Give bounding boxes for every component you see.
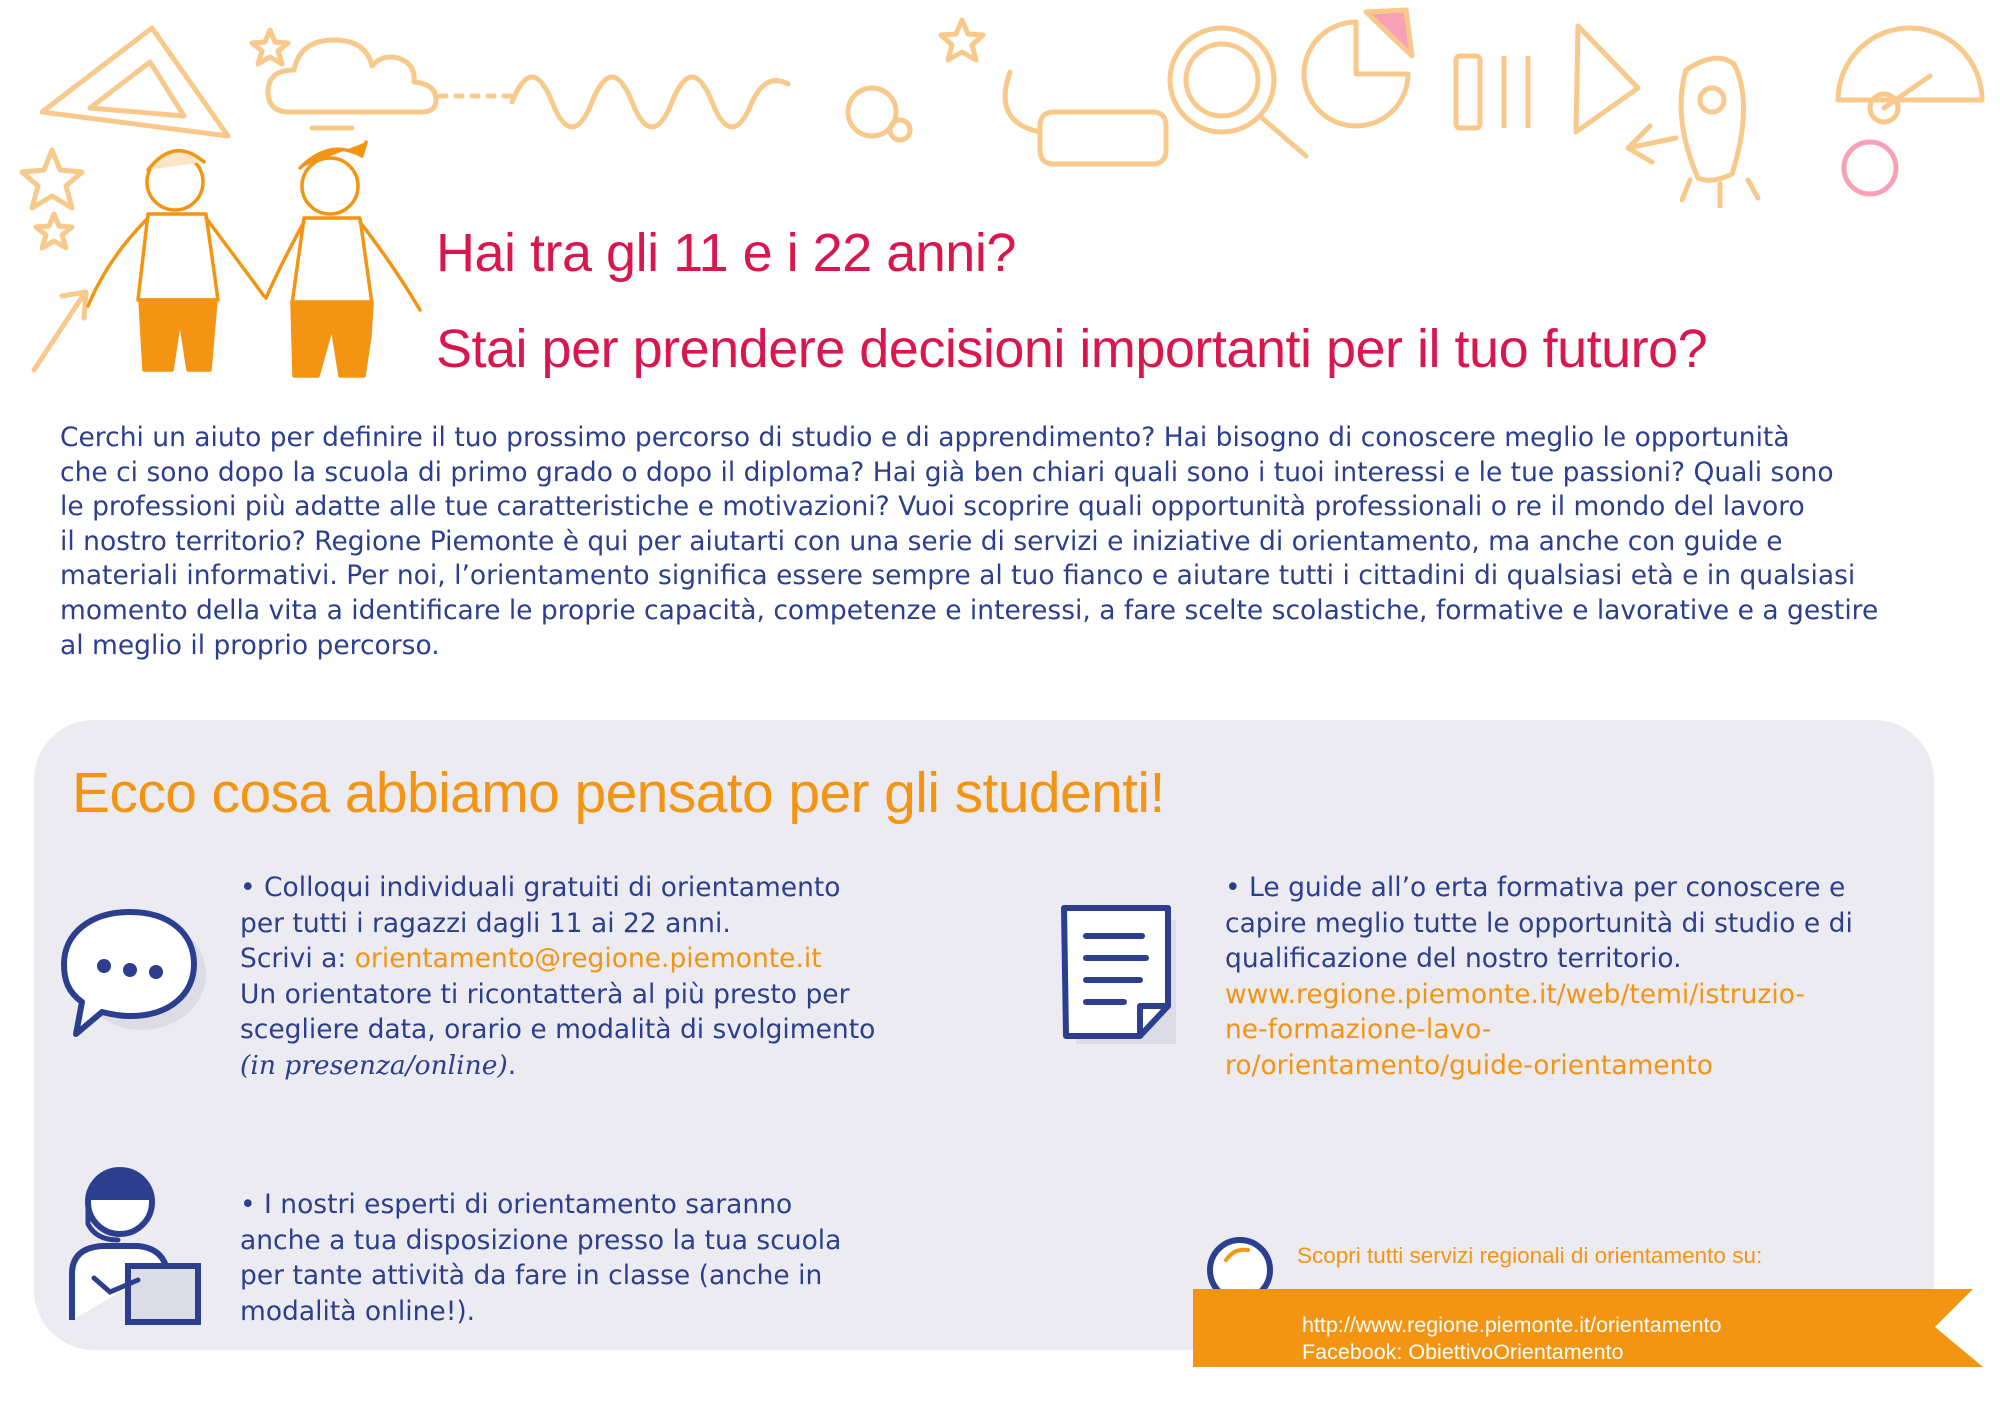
card3-line: modalità online!). [240,1295,476,1327]
arrow-icon [1628,126,1676,162]
speech-bubble-icon [60,900,210,1040]
cta-links [1302,1312,1721,1366]
headline-line1: Hai tra gli 11 e i 22 anni? [436,223,1016,283]
card2-line: qualificazione del nostro territorio. [1225,943,1682,974]
card1-mode-line [240,1048,875,1084]
triangle-ruler-icon [42,28,228,136]
document-icon [1050,898,1190,1058]
headline-line2: Stai per prendere decisioni importanti per il tuo futuro? [436,319,1708,379]
intro-paragraph [60,421,2000,663]
guides-link[interactable]: ne-formazione-lavo- [1225,1014,1492,1045]
card1-line: • Colloqui individuali gratuiti di orientamento [240,872,841,903]
mode-text: (in presenza/online) [240,1049,508,1081]
card1-line: per tutti i ragazzi dagli 11 ai 22 anni. [240,907,731,939]
intro-line: Cerchi un aiuto per definire il tuo prossimo percorso di studio e di apprendimento? Hai bisogno di conoscere meglio le opportunità [60,422,1790,453]
card3-line: per tante attività da fare in classe (anche in [240,1260,823,1291]
star-icon [252,30,288,64]
write-prefix: Scrivi a: [240,943,355,974]
star-icon [22,150,82,208]
guides-link[interactable]: www.regione.piemonte.it/web/temi/istruzio- [1225,978,1805,1010]
card1-write-line [240,941,875,977]
play-triangle-icon [1576,26,1638,132]
email-link[interactable]: orientamento@regione.piemonte.it [354,943,822,974]
spring-doodle-icon [512,77,788,127]
expert-headset-icon [64,1160,204,1330]
mode-suffix: . [507,1049,517,1081]
facebook-link[interactable]: Facebook: ObiettivoOrientamento [1302,1340,1624,1364]
orientation-url-link[interactable]: http://www.regione.piemonte.it/orientamento [1302,1313,1722,1337]
card3-line: • I nostri esperti di orientamento saranno [240,1189,793,1220]
arrow-icon [34,292,86,370]
intro-line: al meglio il proprio percorso. [60,629,440,661]
kids-illustration [88,142,420,376]
cta-label: Scopri tutti servizi regionali di orientamento su: [1297,1243,1763,1268]
star-icon [36,214,72,248]
card-guides [1225,870,1853,1083]
card1-line: Un orientatore ti ricontatterà al più presto per [240,978,850,1010]
intro-line: le professioni più adatte alle tue caratteristiche e motivazioni? Vuoi scoprire quali opportunità professionali o re il mondo del lavoro [60,491,1805,523]
intro-line: il nostro territorio? Regione Piemonte è qui per aiutarti con una serie di servizi e iniziative di orientamento, ma anche con guide e [60,525,1783,557]
intro-line: momento della vita a identificare le proprie capacità, competenze e interessi, a fare scelte scolastiche, formative e lavorative e a gestire [60,594,1879,626]
card-individual-counseling [240,870,875,1083]
bars-icon [1456,56,1480,128]
card3-line: anche a tua disposizione presso la tua scuola [240,1224,842,1256]
intro-line: che ci sono dopo la scuola di primo grado o dopo il diploma? Hai già ben chiari quali sono i tuoi interessi e le tue passioni? Quali sono [60,456,1834,488]
guides-link[interactable]: ro/orientamento/guide-orientamento [1225,1049,1713,1081]
rocket-icon [1681,58,1743,180]
chat-dots-icon [1040,112,1166,164]
panel-title: Ecco cosa abbiamo pensato per gli studenti! [72,761,1165,825]
card1-line: scegliere data, orario e modalità di svolgimento [240,1014,876,1045]
card2-line: • Le guide all’o erta formativa per conoscere e [1225,872,1846,903]
intro-line: materiali informativi. Per noi, l’orientamento significa essere sempre al tuo fianco e aiutare tutti i cittadini di qualsiasi età e in qualsiasi [60,560,1856,592]
star-icon [941,20,983,60]
card2-line: capire meglio tutte le opportunità di studio e di [1225,907,1853,939]
card-school-experts [240,1187,841,1329]
cloud-icon [268,40,436,112]
